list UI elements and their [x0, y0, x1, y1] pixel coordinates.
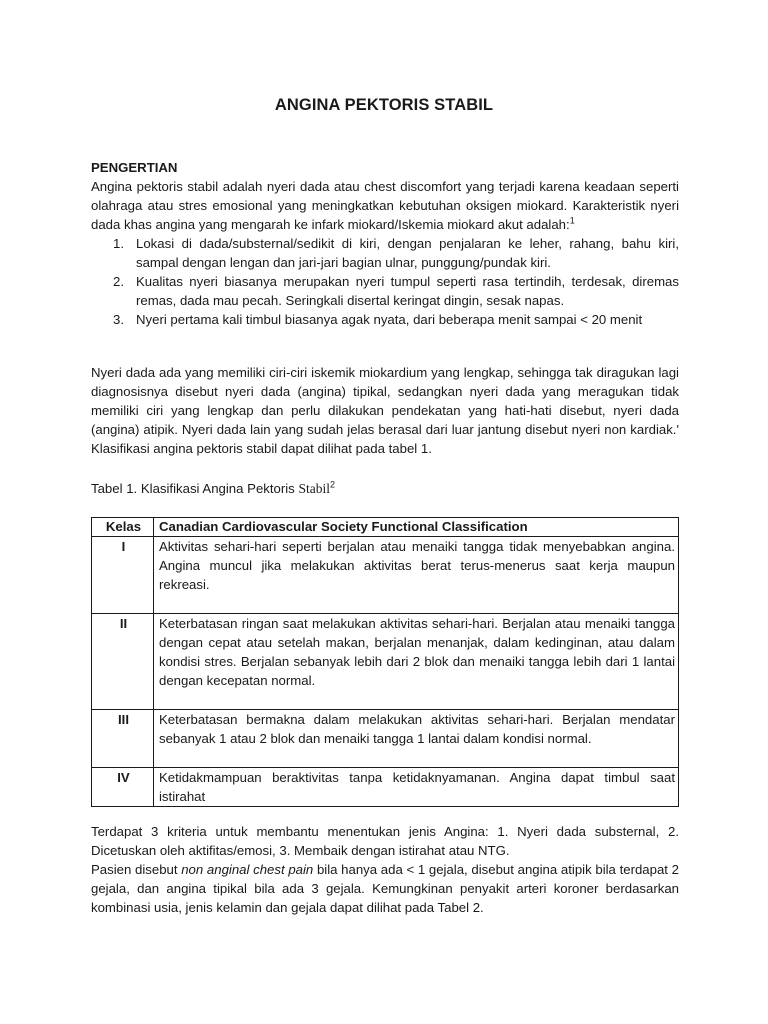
desc-cell: Ketidakmampuan beraktivitas tanpa ketidaknyamanan. Angina dapat timbul saat istirahat [154, 768, 679, 807]
list-number: 2. [113, 274, 124, 289]
list-number: 3. [113, 312, 124, 327]
para4-italic: non anginal chest pain [181, 862, 314, 877]
table-header-row [92, 518, 679, 537]
para4-after: bila hanya ada < 1 gejala, disebut angina atipik bila terdapat 2 gejala, dan angina tipikal bila ada 3 gejala. Kemungkinan penyakit arteri koroner berdasarkan kombinasi usia, jenis kelamin dan gejala dapat dilihat pada Tabel 2. [91, 862, 679, 915]
classification-table [91, 517, 679, 807]
para4-before: Pasien disebut [91, 862, 182, 877]
list-item [113, 234, 679, 272]
desc-cell: Keterbatasan ringan saat melakukan aktivitas sehari-hari. Berjalan atau menaiki tangga dengan cepat atau setelah makan, berjalan menanjak, dalam kedinginan, atau dalam kondisi stres. Berjalan sebanyak lebih dari 2 blok dan menaiki tangga lebih dari 1 lantai dengan kecepatan normal. [154, 614, 679, 710]
pengertian-heading: PENGERTIAN [91, 160, 178, 175]
kelas-cell: IV [92, 768, 154, 807]
document-title: ANGINA PEKTORIS STABIL [274, 96, 494, 114]
footnote-ref: 1 [569, 215, 575, 226]
table-caption [91, 479, 679, 498]
list-item [113, 272, 679, 310]
desc-cell: Aktivitas sehari-hari seperti berjalan atau menaiki tangga tidak menyebabkan angina. Angina muncul jika melakukan aktivitas berat terus-menerus saat kerja maupun rekreasi. [154, 537, 679, 614]
table-caption-serif-word: Stabil [298, 481, 330, 496]
criteria-paragraph: Terdapat 3 kriteria untuk membantu menentukan jenis Angina: 1. Nyeri dada substernal, 2. Dicetuskan oleh aktifitas/emosi, 3. Membaik dengan istirahat atau NTG. [91, 824, 679, 858]
list-item [113, 310, 679, 329]
criteria-list [91, 234, 679, 329]
kelas-cell: I [92, 537, 154, 614]
typical-atypical-paragraph: Nyeri dada ada yang memiliki ciri-ciri iskemik miokardium yang lengkap, sehingga tak diragukan lagi diagnosisnya disebut nyeri dada (angina) tipikal, sedangkan nyeri dada yang meragukan tidak memiliki ciri yang lengkap dan perlu dilakukan pendekatan yang hati-hati disebut, nyeri dada (angina) atipik. Nyeri dada lain yang sudah jelas berasal dari luar jantung disebut nyeri non kardiak.' Klasifikasi angina pektoris stabil dapat dilihat pada tabel 1. [91, 365, 679, 456]
kelas-cell: III [92, 710, 154, 768]
classification-paragraph [91, 860, 679, 917]
list-item-text: Nyeri pertama kali timbul biasanya agak nyata, dari beberapa menit sampai < 20 menit [136, 312, 643, 327]
table-row [92, 537, 679, 614]
pengertian-section [91, 158, 679, 329]
table-row [92, 614, 679, 710]
list-item-text: Lokasi di dada/substernal/sedikit di kiri, dengan penjalaran ke leher, rahang, bahu kiri, sampal dengan lengan dan jari-jari bagian ulnar, punggung/pundak kiri. [136, 236, 679, 270]
desc-cell: Keterbatasan bermakna dalam melakukan aktivitas sehari-hari. Berjalan mendatar sebanyak 1 atau 2 blok dan menaiki tangga 1 lantai dalam kondisi normal. [154, 710, 679, 768]
pengertian-paragraph [91, 177, 679, 234]
header-kelas: Kelas [92, 518, 154, 537]
kelas-cell: II [92, 614, 154, 710]
header-classification: Canadian Cardiovascular Society Functional Classification [154, 518, 679, 537]
list-number: 1. [113, 236, 124, 251]
list-item-text: Kualitas nyeri biasanya merupakan nyeri tumpul seperti rasa tertindih, terdesak, diremas remas, dada mau pecah. Seringkali disertal keringat dingin, sesak napas. [136, 274, 679, 308]
pengertian-paragraph-text: Angina pektoris stabil adalah nyeri dada atau chest discomfort yang terjadi karena keadaan seperti olahraga atau stres emosional yang meningkatkan kebutuhan oksigen miokard. Karakteristik nyeri dada khas angina yang mengarah ke infark miokard/Iskemia miokard akut adalah: [91, 179, 679, 232]
table-row [92, 710, 679, 768]
table-caption-text: Tabel 1. Klasifikasi Angina Pektoris [91, 481, 299, 496]
table-caption-ref: 2 [329, 479, 335, 490]
table-row [92, 768, 679, 807]
